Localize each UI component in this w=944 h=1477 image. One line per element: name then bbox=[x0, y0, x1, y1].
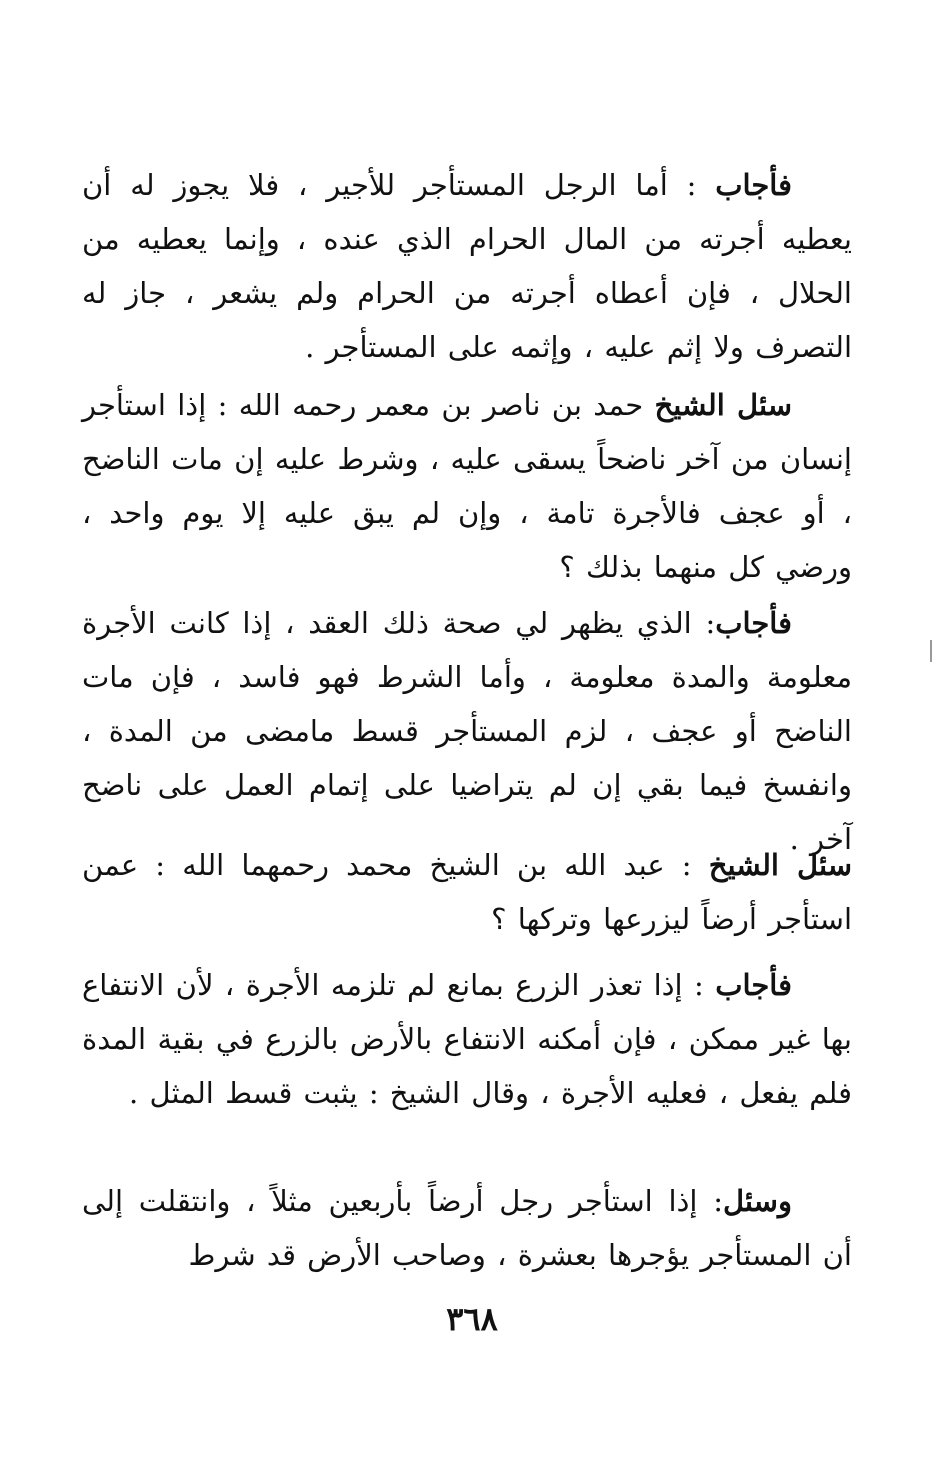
paragraph-lead: فأجاب bbox=[715, 968, 792, 1002]
paragraph-lead: سئل الشيخ bbox=[654, 388, 793, 422]
paragraph-lead: سئل الشيخ bbox=[708, 848, 852, 882]
paragraph-text: : أما الرجل المستأجر للأجير ، فلا يجوز له أن يعطيه أجرته من المال الحرام الذي عنده ، وإنما يعطيه من الحلال ، فإن أعطاه أجرته من الحرام ولم يشعر ، جاز له التصرف ولا إثم عليه ، وإثمه على المستأجر . bbox=[82, 168, 852, 364]
paragraph-answer-1 bbox=[82, 158, 852, 374]
paragraph-lead: وسئل bbox=[722, 1184, 792, 1218]
paragraph-text: : إذا تعذر الزرع بمانع لم تلزمه الأجرة ، لأن الانتفاع بها غير ممكن ، فإن أمكنه الانتفاع بالأرض بالزرع في بقية المدة فلم يفعل ، فعليه الأجرة ، وقال الشيخ : يثبت قسط المثل . bbox=[82, 968, 852, 1110]
page-number: ٣٦٨ bbox=[446, 1300, 498, 1338]
paragraph-question-1 bbox=[82, 378, 852, 594]
paragraph-answer-3 bbox=[82, 958, 852, 1120]
paragraph-lead: فأجاب bbox=[715, 606, 792, 640]
paragraph-text: حمد بن ناصر بن معمر رحمه الله : إذا استأجر إنسان من آخر ناضحاً يسقى عليه ، وشرط عليه إن مات الناضح ، أو عجف فالأجرة تامة ، وإن لم يبق عليه إلا يوم واحد ، ورضي كل منهما بذلك ؟ bbox=[82, 388, 852, 584]
paragraph-text: : عبد الله بن الشيخ محمد رحمهما الله : عمن استأجر أرضاً ليزرعها وتركها ؟ bbox=[82, 848, 852, 936]
margin-mark bbox=[930, 640, 932, 662]
paragraph-lead: فأجاب bbox=[715, 168, 792, 202]
paragraph-text: : إذا استأجر رجل أرضاً بأربعين مثلاً ، وانتقلت إلى أن المستأجر يؤجرها بعشرة ، وصاحب الأرض قد شرط bbox=[82, 1184, 852, 1272]
paragraph-question-3 bbox=[82, 1174, 852, 1282]
paragraph-question-2 bbox=[82, 838, 852, 946]
paragraph-text: : الذي يظهر لي صحة ذلك العقد ، إذا كانت الأجرة معلومة والمدة معلومة ، وأما الشرط فهو فاسد ، فإن مات الناضح أو عجف ، لزم المستأجر قسط مامضى من المدة ، وانفسخ فيما بقي إن لم يتراضيا على إتمام العمل على ناضح آخر . bbox=[82, 606, 852, 856]
paragraph-answer-2 bbox=[82, 596, 852, 866]
